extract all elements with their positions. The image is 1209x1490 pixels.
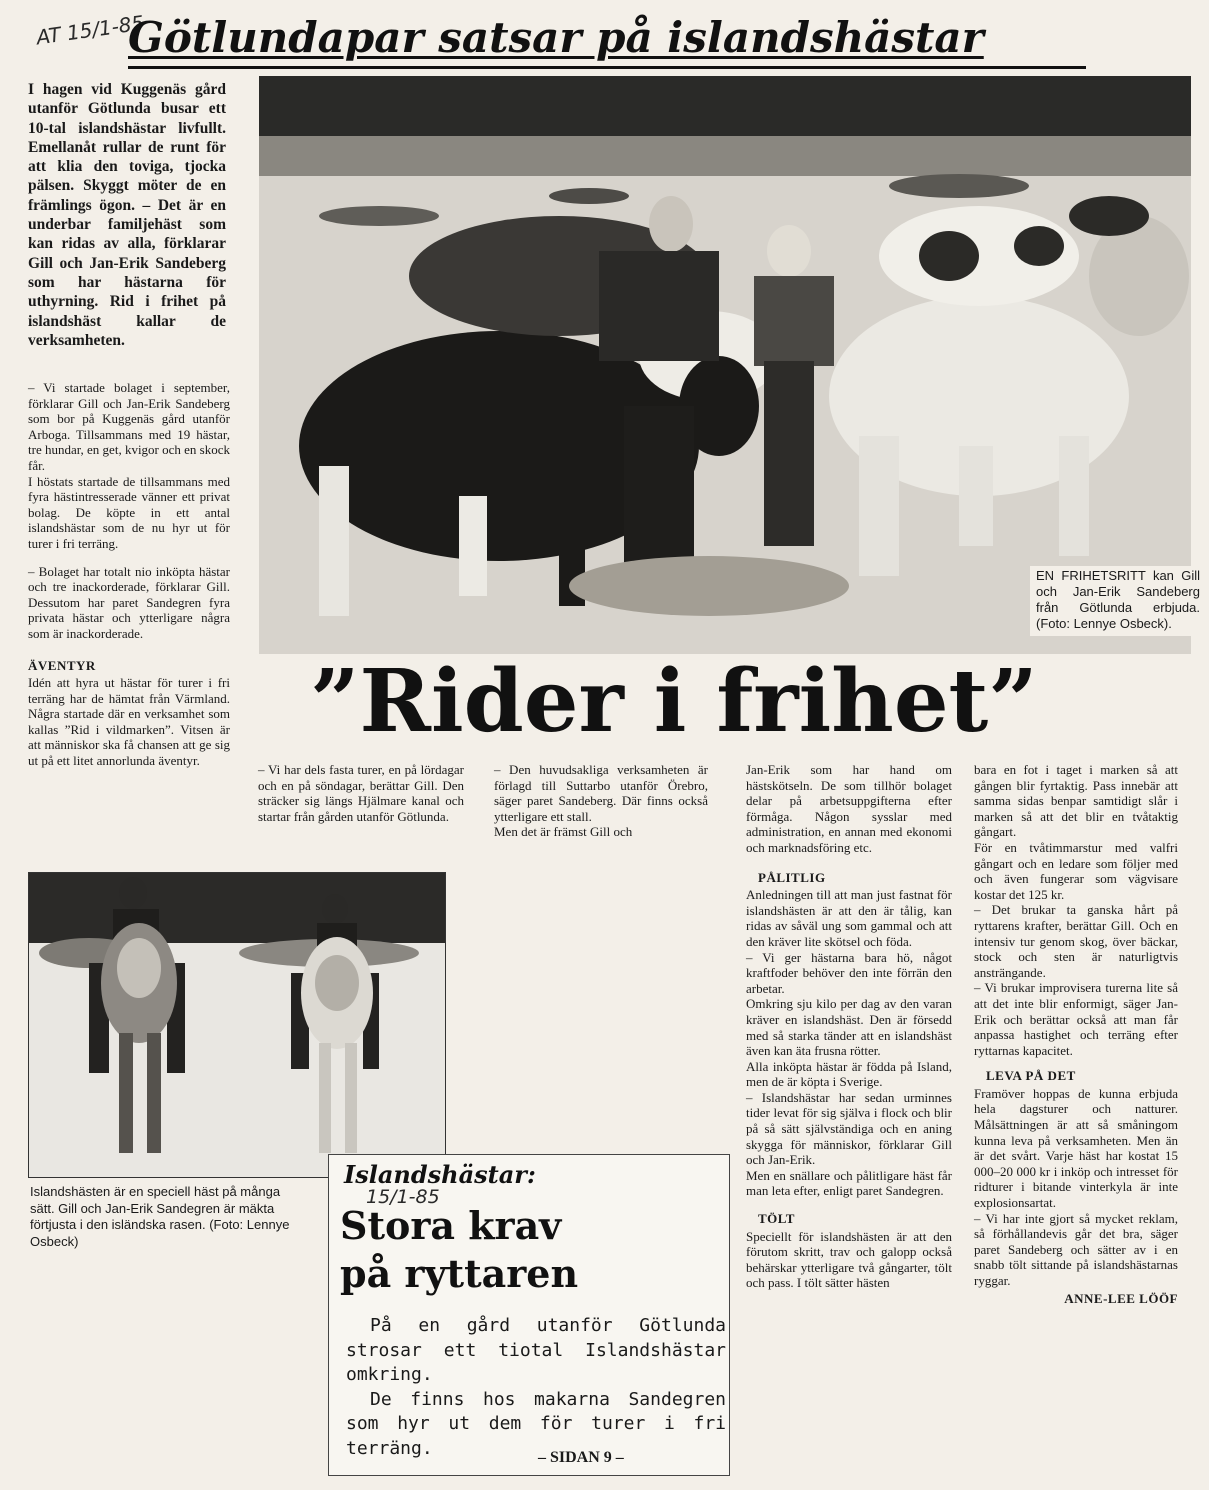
paragraph: Jan-Erik som har hand om hästskötseln. De som tillhör bolaget delar på arbetsuppgifterna efter förmåga. Någon sysslar med administration, en annan med ekonomi och marknadsföring etc.: [746, 762, 952, 855]
paragraph: I höstats startade de tillsammans med fyra hästintresserade vänner ett privat bolag. De köpte in ett antal islandshästar som de nu hyr ut för turer i fri terräng.: [28, 473, 230, 551]
teaser-body: [346, 1314, 726, 1461]
headline: Götlundapar satsar på islandshästar: [128, 13, 984, 62]
subheading: ÄVENTYR: [28, 657, 96, 673]
paragraph: Men det är främst Gill och: [494, 824, 633, 840]
paragraph: – Vi brukar improvisera turerna lite så att det inte blir enformigt, säger Jan-Erik och berättar också att man får anpassa hastighet och terräng efter ryttarnas kapacitet.: [974, 980, 1178, 1058]
paragraph: De finns hos makarna Sandegren som hyr ut dem för turer i fri terräng.: [346, 1388, 726, 1459]
paragraph: – Vi ger hästarna bara hö, något kraftfoder behöver den inte förrän den arbetar.: [746, 949, 952, 996]
column-2: – Vi har dels fasta turer, en på lördagar och en på söndagar, berättar Gill. Den sträcker sig längs Hjälmare kanal och startar från gården utanför Götlunda.: [258, 762, 464, 824]
column-5: [974, 762, 1178, 1306]
paragraph: – Vi startade bolaget i september, förklarar Gill och Jan-Erik Sandeberg som bor på Kuggenäs gård utanför Arboga. Tillsammans med 19 hästar, tre hundar, en get, kvigor och en skock får.: [28, 380, 231, 473]
paragraph: – Islandshästar har sedan urminnes tider levat för sig själva i flock och blir på så sätt självständiga och en aning skygga för människor, förklarar Gill och Jan-Erik.: [746, 1089, 952, 1168]
headline-rule: [128, 66, 1086, 69]
main-photo-caption: EN FRIHETSRITT kan Gill och Jan-Erik Sandeberg från Götlunda erbjuda. (Foto: Lennye Osbeck).: [1030, 566, 1202, 636]
teaser-kicker: Islandshästar:: [344, 1160, 536, 1189]
paragraph: – Den huvudsakliga verksamheten är förlagd till Suttarbo utanför Örebro, säger paret Sandeberg. Där finns också ytterligare ett stall.: [494, 762, 708, 824]
paragraph: För en tvåtimmarstur med valfri gångart och en ledare som följer med och även fungerar som vägvisare kostar det 125 kr.: [974, 839, 1178, 902]
teaser-title-line: Stora krav: [340, 1203, 562, 1248]
page-reference: – SIDAN 9 –: [538, 1449, 624, 1466]
paragraph: Anledningen till att man just fastnat för islandshästen är att den är tålig, kan ridas av såväl ung som gammal och att den kräver lite skötsel och föda.: [746, 887, 952, 949]
riders-snow-photo: [29, 873, 445, 1177]
subheading: LEVA PÅ DET: [986, 1068, 1076, 1084]
byline: ANNE-LEE LÖÖF: [1064, 1290, 1178, 1306]
teaser-date: 15/1-85: [366, 1186, 440, 1208]
subheading: TÖLT: [758, 1211, 795, 1227]
column-1: [28, 380, 230, 769]
column-3: [494, 762, 708, 840]
subheading: PÅLITLIG: [758, 869, 826, 885]
lead-paragraph: I hagen vid Kuggenäs gård utanför Götlunda busar ett 10-tal islandshästar livfullt. Emellanåt rullar de runt för att klia den toviga, tjocka pälsen. Skyggt möter de en främlings ögon. – Det är en underbar familjehäst som kan ridas av alla, förklarar Gill och Jan-Erik Sandeberg som har hästarna för uthyrning. Rid i frihet på islandshäst kallar de verksamheten.: [28, 81, 226, 349]
riders-photo-caption: Islandshästen är en speciell häst på många sätt. Gill och Jan-Erik Sandegren är mäkta förtjusta i den isländska rasen. (Foto: Lennye Osbeck): [30, 1184, 290, 1249]
paragraph: Idén att hyra ut hästar för turer i fri terräng har de hämtat från Värmland. Några startade där en verksamhet som kallas ”Rid i vildmarken”. Vitsen är att människor ska få chansen att ge sig ut på ett litet annorlunda äventyr.: [28, 675, 230, 769]
paragraph: På en gård utanför Götlunda strosar ett tiotal Islandshästar omkring.: [346, 1315, 726, 1385]
column-4: [746, 762, 952, 1291]
paragraph: Men en snällare och pålitligare häst får man leta efter, enligt paret Sandegren.: [746, 1167, 952, 1199]
teaser-title-line: på ryttaren: [340, 1251, 579, 1296]
handwritten-note: AT 15/1-85: [34, 10, 146, 50]
paragraph: bara en fot i taget i marken så att gången blir fyrtaktig. Pass innebär att samma sidas benpar samtidigt slår i marken så att det blir en tvåtaktig gångart.: [974, 762, 1178, 840]
paragraph: Framöver hoppas de kunna erbjuda hela dagsturer och natturer. Målsättningen är att så småningom kunna leva på verksamheten. Men än är det svårt. Varje häst har kostat 15 000–20 000 kr i inköp och intresset för ridturer i bitande vinterkyla är inte explosionsartat.: [974, 1085, 1178, 1211]
paragraph: – Vi har inte gjort så mycket reklam, så förhållandevis går det bra, säger paret Sandeberg och sätter av i en snabb tölt sittande på islandshästarnas ryggar.: [974, 1210, 1178, 1288]
paragraph: – Bolaget har totalt nio inköpta hästar och tre inackorderade, förklarar Gill. Dessutom har paret Sandegren fyra privata hästar och ytterligare några som är inackorderade.: [28, 563, 230, 641]
paragraph: – Det brukar ta ganska hårt på ryttarens krafter, berättar Gill. Och en intensiv tur genom skog, över bäckar, stock och sten är naturligtvis ansträngande.: [974, 902, 1178, 980]
teaser-title: [340, 1202, 578, 1298]
riders-photo: [28, 872, 446, 1178]
feature-title: ”Rider i frihet”: [310, 651, 1038, 752]
paragraph: Alla inköpta hästar är födda på Island, men de är köpta i Sverige.: [746, 1058, 952, 1090]
paragraph: Speciellt för islandshästen är att den förutom skritt, trav och galopp också behärskar ytterligare två gångarter, tölt och pass. I tölt sätter hästen: [746, 1228, 952, 1291]
paragraph: Omkring sju kilo per dag av den varan kräver en islandshäst. Den är försedd med så starka tänder att en islandshäst även kan äta frusna rötter.: [746, 996, 952, 1059]
